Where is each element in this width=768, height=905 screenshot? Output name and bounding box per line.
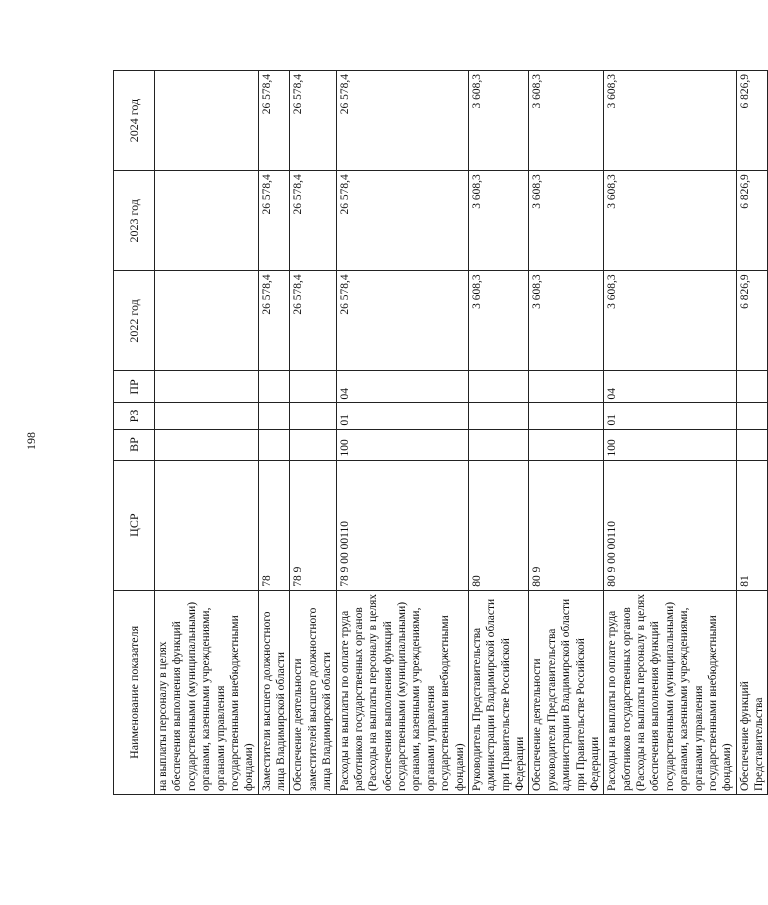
row-vr: 100 — [336, 429, 468, 460]
row-csr — [155, 460, 259, 590]
row-2023: 6 826,9 — [736, 171, 768, 271]
header-row — [114, 71, 155, 795]
row-csr: 81 — [736, 460, 768, 590]
row-pr — [529, 371, 604, 403]
row-2022: 26 578,4 — [258, 271, 290, 371]
row-pr — [258, 371, 290, 403]
row-rz — [290, 403, 336, 429]
row-name: Обеспечение деятельности руководителя Представительства администрации Владимирской области при Правительстве Российской Федерации — [529, 590, 604, 794]
table-row — [290, 71, 336, 795]
row-2023: 26 578,4 — [336, 171, 468, 271]
row-name: Обеспечение деятельности заместителей высшего должностного лица Владимирской области — [290, 590, 336, 794]
rotated-table-container — [113, 70, 765, 795]
table-row — [258, 71, 290, 795]
row-2024: 3 608,3 — [604, 71, 736, 171]
header-name: Наименование показателя — [114, 590, 155, 794]
row-csr: 78 — [258, 460, 290, 590]
row-name: Заместители высшего должностного лица Владимирской области — [258, 590, 290, 794]
row-2024: 3 608,3 — [468, 71, 529, 171]
header-2024: 2024 год — [114, 71, 155, 171]
row-pr: 04 — [604, 371, 736, 403]
row-vr — [736, 429, 768, 460]
row-rz — [155, 403, 259, 429]
table-row — [736, 71, 768, 795]
row-rz: 01 — [604, 403, 736, 429]
row-name: Обеспечение функций Представительства — [736, 590, 768, 794]
row-rz — [468, 403, 529, 429]
row-rz — [258, 403, 290, 429]
row-vr — [529, 429, 604, 460]
header-pr: ПР — [114, 371, 155, 403]
row-2022: 3 608,3 — [468, 271, 529, 371]
table-row — [468, 71, 529, 795]
row-2023: 26 578,4 — [290, 171, 336, 271]
row-2023 — [155, 171, 259, 271]
row-name: Руководитель Представительства администрации Владимирской области при Правительстве Российской Федерации — [468, 590, 529, 794]
row-2022: 26 578,4 — [336, 271, 468, 371]
row-csr: 80 9 00 00110 — [604, 460, 736, 590]
header-rz: РЗ — [114, 403, 155, 429]
row-pr: 04 — [336, 371, 468, 403]
row-2024: 26 578,4 — [290, 71, 336, 171]
row-vr — [290, 429, 336, 460]
row-csr: 80 — [468, 460, 529, 590]
row-vr: 100 — [604, 429, 736, 460]
row-pr — [290, 371, 336, 403]
table-row — [604, 71, 736, 795]
row-2024: 26 578,4 — [336, 71, 468, 171]
row-2022 — [155, 271, 259, 371]
row-pr — [468, 371, 529, 403]
table-row — [529, 71, 604, 795]
header-2022: 2022 год — [114, 271, 155, 371]
header-csr: ЦСР — [114, 460, 155, 590]
row-rz — [736, 403, 768, 429]
row-2024: 26 578,4 — [258, 71, 290, 171]
row-rz: 01 — [336, 403, 468, 429]
row-name: Расходы на выплаты по оплате труда работников государственных органов (Расходы на выплаты персоналу в целях обеспечения выполнения функций государственными (муниципальными) органами, казенными учреждениями, органами управления государственными внебюджетными фондами) — [336, 590, 468, 794]
row-2023: 26 578,4 — [258, 171, 290, 271]
table-row — [155, 71, 259, 795]
row-2024 — [155, 71, 259, 171]
row-name: Расходы на выплаты по оплате труда работников государственных органов (Расходы на выплаты персоналу в целях обеспечения выполнения функций государственными (муниципальными) органами, казенными учреждениями, органами управления государственными внебюджетными фондами) — [604, 590, 736, 794]
row-2022: 6 826,9 — [736, 271, 768, 371]
row-csr: 80 9 — [529, 460, 604, 590]
row-csr: 78 9 00 00110 — [336, 460, 468, 590]
row-2022: 3 608,3 — [604, 271, 736, 371]
row-2024: 3 608,3 — [529, 71, 604, 171]
row-name: на выплаты персоналу в целях обеспечения выполнения функций государственными (муниципальными) органами, казенными учреждениями, органами управления государственными внебюджетными фондами) — [155, 590, 259, 794]
row-vr — [258, 429, 290, 460]
row-2023: 3 608,3 — [529, 171, 604, 271]
row-rz — [529, 403, 604, 429]
row-2024: 6 826,9 — [736, 71, 768, 171]
row-2022: 3 608,3 — [529, 271, 604, 371]
row-vr — [468, 429, 529, 460]
budget-table — [113, 70, 768, 795]
row-pr — [736, 371, 768, 403]
row-2023: 3 608,3 — [604, 171, 736, 271]
row-csr: 78 9 — [290, 460, 336, 590]
row-pr — [155, 371, 259, 403]
row-2023: 3 608,3 — [468, 171, 529, 271]
header-vr: ВР — [114, 429, 155, 460]
row-vr — [155, 429, 259, 460]
header-2023: 2023 год — [114, 171, 155, 271]
table-row — [336, 71, 468, 795]
page-number: 198 — [24, 432, 38, 450]
row-2022: 26 578,4 — [290, 271, 336, 371]
